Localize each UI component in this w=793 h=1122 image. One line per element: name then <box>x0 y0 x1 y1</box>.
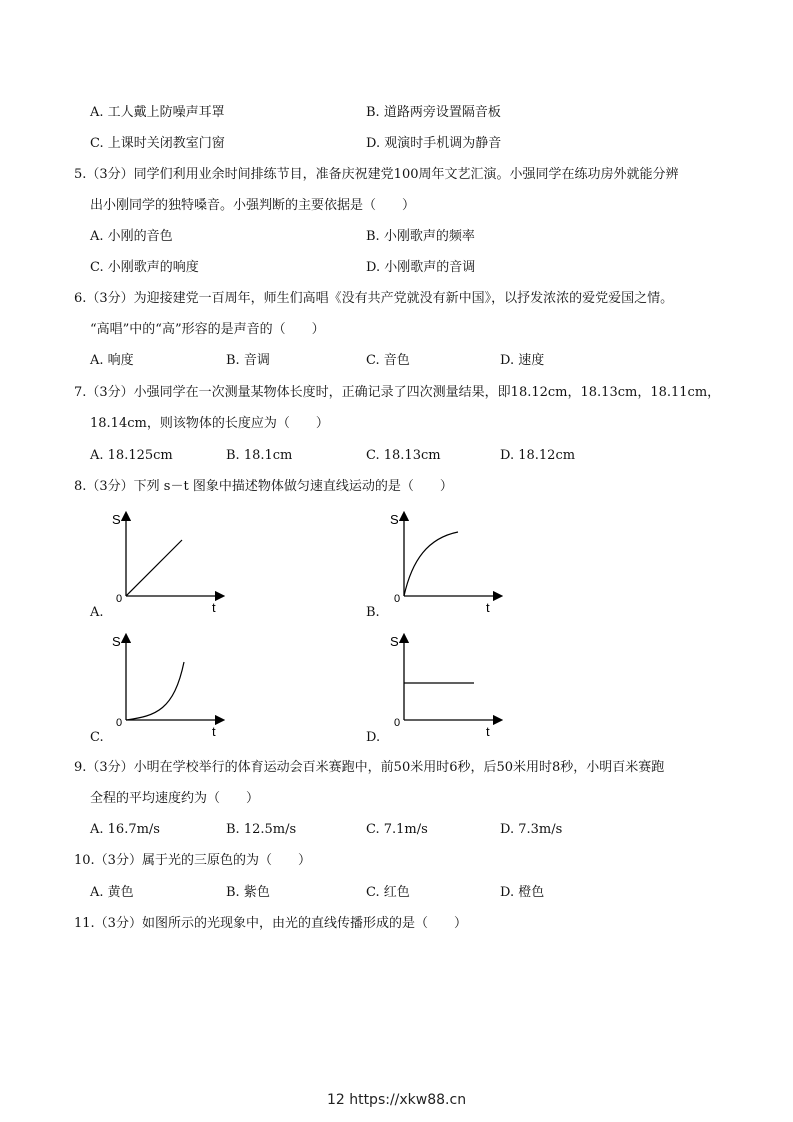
q9-option-c: C. 7.1m/s <box>366 822 428 837</box>
q9-option-a: A. 16.7m/s <box>90 822 160 837</box>
q4-option-b: B. 道路两旁设置隔音板 <box>366 105 501 120</box>
q8-option-b: B. <box>366 605 380 620</box>
q8-graph-b <box>378 508 508 618</box>
q8a-origin: 0 <box>116 593 123 605</box>
q9-option-b: B. 12.5m/s <box>226 822 297 837</box>
q5-option-d: D. 小刚歌声的音调 <box>366 260 476 275</box>
q8b-s-label: S <box>390 512 399 527</box>
q5-option-c: C. 小刚歌声的响度 <box>90 260 199 275</box>
q10-option-c: C. 红色 <box>366 885 410 900</box>
q8-graph-c <box>100 630 230 740</box>
q6-option-b: B. 音调 <box>226 353 270 368</box>
q10-option-a: A. 黄色 <box>90 885 134 900</box>
q10-option-d: D. 橙色 <box>500 885 545 900</box>
q8a-t-label: t <box>212 600 216 615</box>
q8a-s-label: S <box>112 512 121 527</box>
q8-stem-line1: 8.（3分）下列 s－t 图象中描述物体做匀速直线运动的是（ ） <box>74 479 453 494</box>
q8-option-d: D. <box>366 730 381 745</box>
q7-option-c: C. 18.13cm <box>366 448 441 463</box>
q8c-curve <box>126 662 184 720</box>
q8-graph-d <box>378 630 508 740</box>
q9-stem-line1: 9.（3分）小明在学校举行的体育运动会百米赛跑中，前50米用时6秒，后50米用时8秒，小明百米赛跑 <box>74 760 665 775</box>
q8b-origin: 0 <box>394 593 401 605</box>
q5-stem-line2: 出小刚同学的独特嗓音。小强判断的主要依据是（ ） <box>90 198 416 213</box>
q8-option-a: A. <box>90 605 104 620</box>
q8-option-c: C. <box>90 730 104 745</box>
q7-stem-line1: 7.（3分）小强同学在一次测量某物体长度时，正确记录了四次测量结果，即18.12cm，18.13cm，18.11cm， <box>74 385 721 400</box>
q8d-s-label: S <box>390 634 399 649</box>
q6-option-c: C. 音色 <box>366 353 410 368</box>
q8a-curve <box>126 540 182 596</box>
q8c-t-label: t <box>212 724 216 739</box>
q7-option-a: A. 18.125cm <box>90 448 173 463</box>
q10-option-b: B. 紫色 <box>226 885 270 900</box>
q6-stem-line2: “高唱”中的“高”形容的是声音的（ ） <box>90 322 325 337</box>
q8-graph-a <box>100 508 230 618</box>
q6-stem-line1: 6.（3分）为迎接建党一百周年，师生们高唱《没有共产党就没有新中国》，以抒发浓浓的爱党爱国之情。 <box>74 291 674 306</box>
q8d-t-label: t <box>486 724 490 739</box>
q7-stem-line2: 18.14cm，则该物体的长度应为（ ） <box>90 416 329 431</box>
q5-option-b: B. 小刚歌声的频率 <box>366 229 475 244</box>
q6-option-d: D. 速度 <box>500 353 545 368</box>
q8c-origin: 0 <box>116 717 123 729</box>
q4-option-d: D. 观演时手机调为静音 <box>366 136 502 151</box>
q4-option-c: C. 上课时关闭教室门窗 <box>90 136 225 151</box>
q9-option-d: D. 7.3m/s <box>500 822 563 837</box>
q8b-curve <box>404 532 458 596</box>
q5-option-a: A. 小刚的音色 <box>90 229 173 244</box>
page-footer: 12 https://xkw88.cn <box>326 1092 467 1108</box>
q8d-origin: 0 <box>394 717 401 729</box>
q4-option-a: A. 工人戴上防噪声耳罩 <box>90 105 225 120</box>
q10-stem-line1: 10.（3分）属于光的三原色的为（ ） <box>74 853 311 868</box>
q8b-t-label: t <box>486 600 490 615</box>
q5-stem-line1: 5.（3分）同学们利用业余时间排练节目，准备庆祝建党100周年文艺汇演。小强同学在练功房外就能分辨 <box>74 167 679 182</box>
q7-option-d: D. 18.12cm <box>500 448 576 463</box>
q11-stem-line1: 11.（3分）如图所示的光现象中，由光的直线传播形成的是（ ） <box>74 916 467 931</box>
q9-stem-line2: 全程的平均速度约为（ ） <box>90 791 260 806</box>
q7-option-b: B. 18.1cm <box>226 448 293 463</box>
q6-option-a: A. 响度 <box>90 353 134 368</box>
q8c-s-label: S <box>112 634 121 649</box>
